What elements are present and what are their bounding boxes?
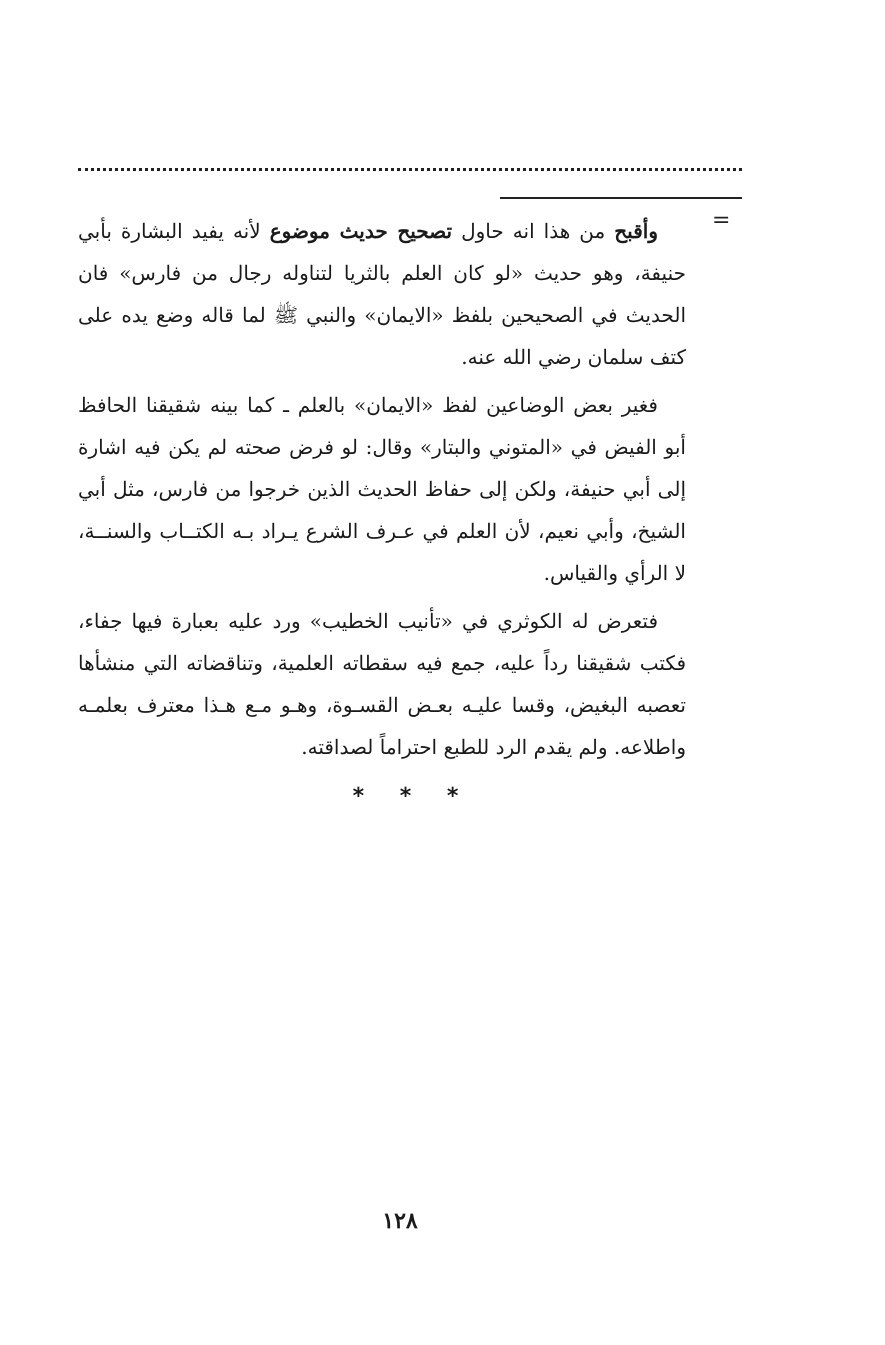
bold-phrase: تصحيح حديث موضوع — [269, 219, 453, 243]
lead-word: وأقبح — [614, 219, 658, 243]
paragraph-1-part-1: من هذا انه حاول — [452, 219, 615, 243]
section-separator-stars: * * * — [352, 784, 473, 809]
footnote-paragraph-3: فتعرض له الكوثري في «تأنيب الخطيب» ورد عليه بعبارة فيها جفاء، فكتب شقيقنا رداً عليه، جمع فيه سقطاته العلمية، وتناقضاته التي منشأها تعصبه البغيض، وقسا عليـه بعـض القسـوة، وهـو مـع هـذا معترف بعلمـه واطلاعه. ولم يقدم الرد للطبع احتراماً لصداقته. — [78, 609, 686, 759]
footnote-paragraph-1 — [78, 210, 686, 378]
paragraph-1-part-2: لأنه يفيد البشارة بأبي حنيفة، وهو حديث «لو كان العلم بالثريا لتناوله رجال من فارس» فان الحديث في الصحيحين بلفظ «الايمان» والنبي ﷺ لما قاله وضع يده على كتف سلمان رضي الله عنه. — [78, 219, 686, 369]
footnote-text — [78, 210, 686, 768]
footnote-paragraph-2: فغير بعض الوضاعين لفظ «الايمان» بالعلم ـ كما بينه شقيقنا الحافظ أبو الفيض في «المتوني والبتار» وقال: لو فرض صحته لم يكن فيه اشارة إلى أبي حنيفة، ولكن إلى حفاظ الحديث الذين خرجوا من فارس، مثل أبي الشيخ، وأبي نعيم، لأن العلم في عـرف الشرع يـراد بـه الكتــاب والسنــة، لا الرأي والقياس. — [78, 393, 686, 585]
footnote-rule — [500, 197, 742, 199]
dotted-separator-rule — [78, 168, 742, 171]
continuation-mark: = — [712, 208, 731, 233]
page-number: ١٢٨ — [382, 1208, 418, 1234]
